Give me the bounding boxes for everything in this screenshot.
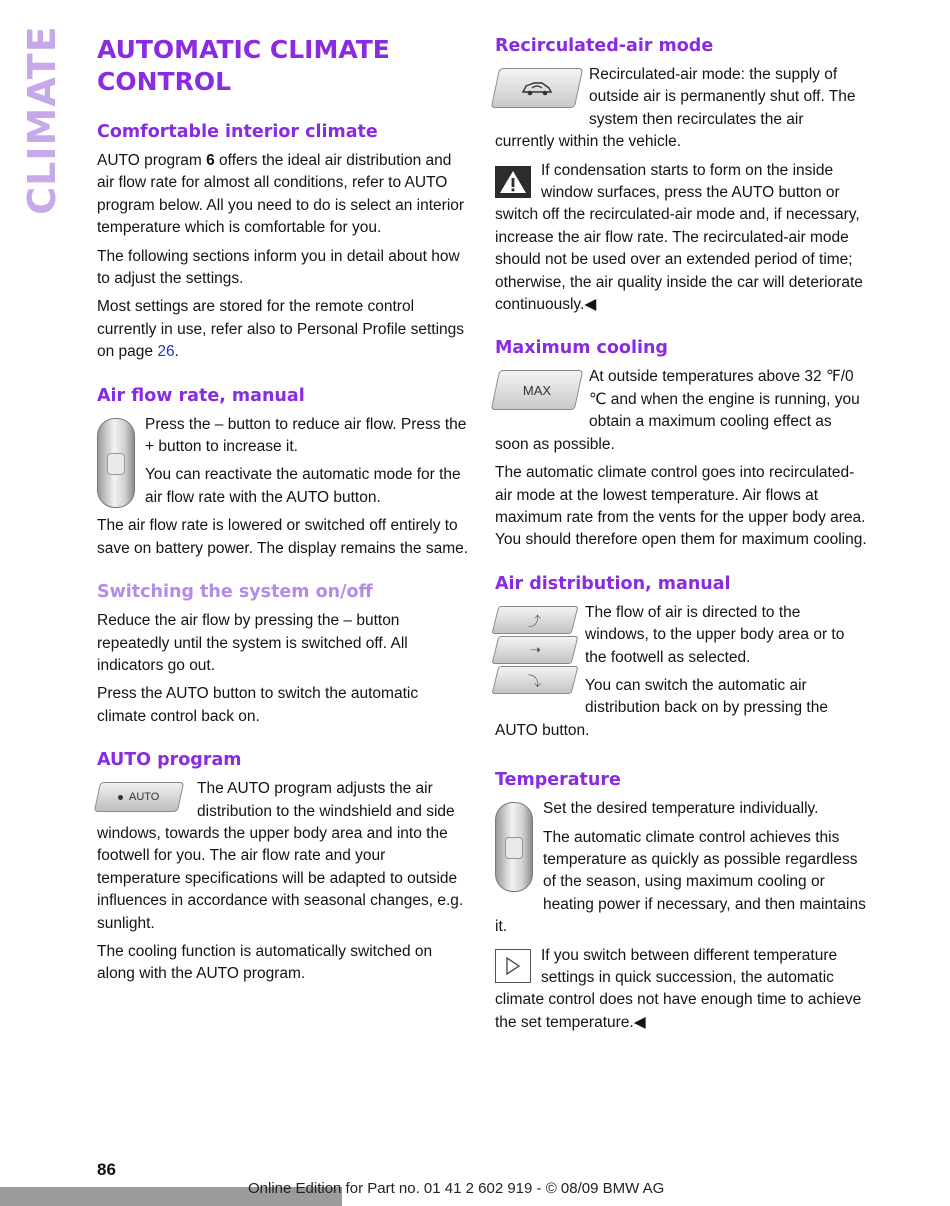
auto-button-label: AUTO	[129, 791, 160, 804]
footwell-vent-icon: ⤵	[492, 666, 579, 694]
page-title: AUTOMATIC CLIMATE CONTROL	[97, 35, 390, 96]
page-number: 86	[97, 1160, 116, 1179]
fan-knob-icon	[97, 418, 135, 508]
section-maxcool	[495, 336, 867, 551]
section-auto	[97, 748, 469, 986]
temp-note: If you switch between different temperature settings in quick succession, the automatic climate control does not have enough time to achieve the set temperature.◀	[495, 946, 862, 1031]
section-switching	[97, 580, 469, 728]
airdist-buttons-image	[495, 606, 575, 696]
note-arrow-icon	[495, 949, 531, 983]
comfort-paragraph-2: The following sections inform you in detail about how to adjust the settings.	[97, 247, 460, 288]
recirc-paragraph-1: Recirculated-air mode: the supply of outside air is permanently shut off. The system then recirculates the air currently within the vehicle.	[495, 66, 856, 151]
max-button-label: MAX	[522, 382, 552, 398]
airflow-paragraph-2: You can reactivate the automatic mode for the air flow rate with the AUTO button.	[145, 466, 461, 506]
side-section-tab	[20, 25, 64, 215]
airflow-knob-image	[97, 418, 135, 508]
warning-image	[495, 166, 531, 198]
temp-paragraph-1: Set the desired temperature individually.	[543, 800, 819, 818]
heading-airdist: Air distribution, manual	[495, 573, 731, 594]
maxcool-paragraph-1: At outside temperatures above 32 ℉/0 ℃ and when the engine is running, you obtain a maximum cooling effect as soon as possible.	[495, 368, 860, 453]
auto-button-image	[97, 782, 181, 812]
windshield-vent-icon: ⤴	[492, 606, 579, 634]
page-link-26[interactable]: 26	[157, 343, 175, 361]
heading-maxcool: Maximum cooling	[495, 338, 668, 359]
recirc-warning: If condensation starts to form on the inside window surfaces, press the AUTO button or switch off the recirculated-air mode and, if necessary, increase the air flow rate. The recirculated-air mode should not be used over an extended period of time; otherwise, the air quality inside the car will deteriorate continuously.◀	[495, 161, 863, 314]
side-tab-label: CLIMATE	[20, 25, 64, 215]
heading-auto: AUTO program	[97, 750, 242, 771]
upper-body-vent-icon: ➝	[492, 636, 579, 664]
section-comfort	[97, 120, 469, 364]
heading-airflow: Air flow rate, manual	[97, 385, 305, 406]
heading-temp: Temperature	[495, 770, 621, 791]
auto-button-icon	[94, 782, 184, 812]
switching-paragraph-2: Press the AUTO button to switch the automatic climate control back on.	[97, 685, 419, 725]
airdist-paragraph-1: The flow of air is directed to the windows, to the upper body area or to the footwell as selected.	[585, 603, 845, 666]
comfort-text-cont: offers the ideal air distribution and air flow rate for almost all conditions, refer to AUTO program below. All you need to do is select an interior temperature which is comfortable for you.	[97, 152, 465, 237]
auto-paragraph-1: The AUTO program adjusts the air distribution to the windshield and side windows, towards the upper body area and into the footwell for you. The air flow rate and your temperature specifications will be adapted to outside influences in accordance with seasonal changes, e.g. sunlight.	[97, 780, 464, 932]
recirc-car-icon	[491, 68, 584, 108]
auto-program-number: 6	[206, 152, 215, 169]
maxcool-paragraph-2: The automatic climate control goes into recirculated-air mode at the lowest temperature. Air flows at maximum rate from the vents for the upper body area. You should therefore open them for maximum cooling.	[495, 464, 867, 549]
right-column	[495, 34, 867, 1054]
comfort-paragraph-1	[97, 150, 469, 240]
temp-knob-image	[495, 802, 533, 892]
airdist-button-stack	[495, 606, 575, 694]
airflow-paragraph-3: The air flow rate is lowered or switched off entirely to save on battery power. The display remains the same.	[97, 517, 469, 557]
airflow-paragraph-1: Press the – button to reduce air flow. Press the + button to increase it.	[145, 415, 467, 456]
section-recirc	[495, 34, 867, 316]
temperature-knob-icon	[495, 802, 533, 892]
comfort-ref-end: .	[174, 343, 179, 361]
left-column	[97, 34, 469, 1006]
heading-recirc: Recirculated-air mode	[495, 36, 714, 56]
switching-paragraph-1: Reduce the air flow by pressing the – button repeatedly until the system is switched off. All indicators go out.	[97, 612, 408, 674]
comfort-ref-text: Most settings are stored for the remote control currently in use, refer also to Personal Profile settings on page	[97, 298, 465, 361]
footer-edition-text: Online Edition for Part no. 01 41 2 602 919 - © 08/09 BMW AG	[248, 1180, 665, 1197]
recirc-button-image	[495, 68, 579, 108]
heading-switching: Switching the system on/off	[97, 582, 373, 603]
heading-comfort: Comfortable interior climate	[97, 122, 378, 142]
section-airflow	[97, 384, 469, 560]
section-temp	[495, 768, 867, 1034]
note-image	[495, 949, 531, 983]
warning-icon	[495, 166, 531, 198]
airdist-paragraph-2: You can switch the automatic air distribution back on by pressing the AUTO button.	[495, 676, 828, 739]
comfort-text: AUTO program	[97, 152, 207, 169]
auto-paragraph-2: The cooling function is automatically switched on along with the AUTO program.	[97, 942, 433, 983]
max-button-icon	[491, 370, 584, 410]
section-airdist	[495, 572, 867, 748]
max-button-image	[495, 370, 579, 410]
temp-paragraph-2: The automatic climate control achieves this temperature as quickly as possible regardless of the season, using maximum cooling or heating power if necessary, and then maintains it.	[495, 828, 866, 936]
comfort-paragraph-3	[97, 296, 469, 363]
